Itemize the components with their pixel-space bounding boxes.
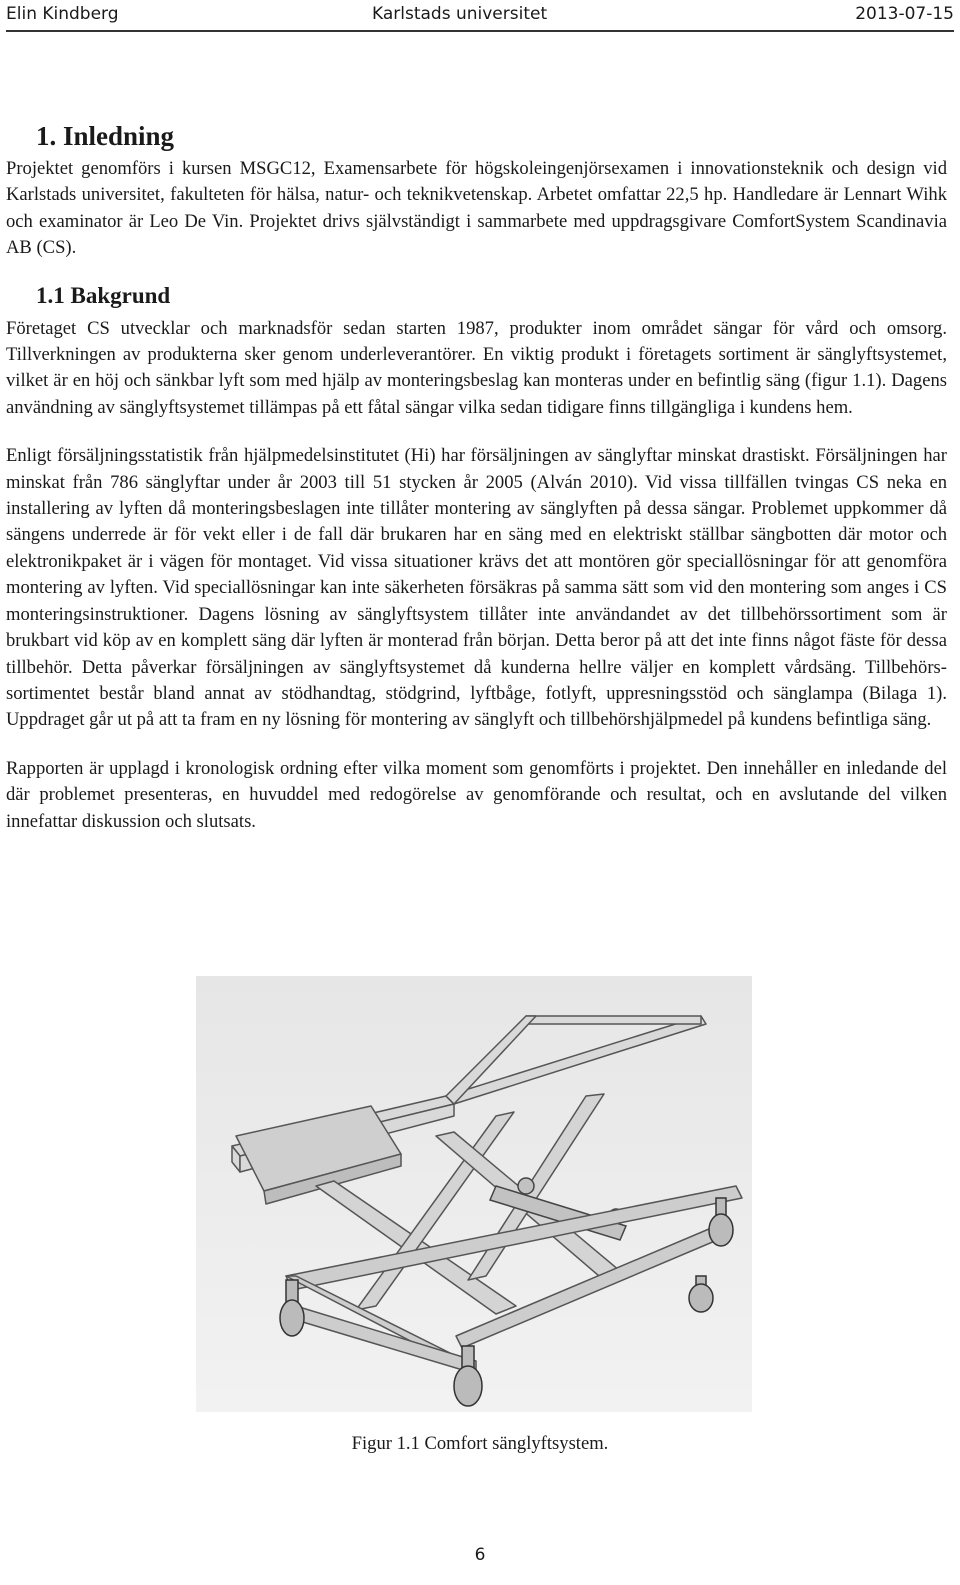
bed-lift-illustration xyxy=(196,976,752,1412)
bakgrund-paragraph-3: Rapporten är upplagd i kronologisk ordning efter vilka moment som genomförts i projektet. Den innehåller en inledande del där problemet presenteras, en huvuddel med redogörelse av genomförande och resultat, och en avslutande del vilken innefattar diskussion och slutsats. xyxy=(6,757,947,832)
section-heading-inledning: 1. Inledning xyxy=(36,121,175,151)
page-header xyxy=(0,0,960,30)
header-date: 2013-07-15 xyxy=(855,4,954,24)
header-divider xyxy=(6,30,954,32)
bed-lift-figure xyxy=(196,976,752,1412)
bakgrund-paragraph-2: Enligt försäljningsstatistik från hjälpmedelsinstitutet (Hi) har försäljningen av sänglyftar minskat drastiskt. Försäljningen har minskat från 786 sänglyftar under år 2003 till 51 stycken år 2005 (Alván 2010). Vid vissa tillfällen tvingas CS neka en installering av lyften då monteringsbeslagen inte tillåter montering av sänglyften på dessa sängar. Problemet uppkommer då sängens underrede är för vekt eller i de fall där brukaren har en säng med en elektriskt ställbar sängbotten där motor och elektronikpaket är i vägen för montaget. Vid vissa situationer krävs det att montören gör speciallösningar för att genomföra montering av lyften. Vid speciallösningar kan inte säkerheten försäkras på samma sätt som vid den montering som anges i CS monteringsinstruktioner. Dagens lösning av sänglyftsystem tillåter inte användandet av det tillbehörssortiment som är brukbart vid köp av en komplett säng där lyften är monterad från början. Detta beror på att det inte finns något fäste för dessa tillbehör. Detta påverkar försäljningen av sänglyftsystemet då kunderna hellre väljer en komplett vårdsäng. Tillbehörssortimentet består bland annat av stödhandtag, stödgrind, lyftbåge, fotlyft, uppresningsstöd och sänglampa (Bilaga 1). Uppdraget går ut på att ta fram en ny lösning för montering av sänglyft och tillbehörshjälpmedel på kundens befintliga säng. xyxy=(6,445,947,731)
page-number: 6 xyxy=(474,1545,486,1565)
document-body xyxy=(6,118,947,835)
intro-paragraph: Projektet genomförs i kursen MSGC12, Examensarbete för högskoleingenjörsexamen i innovationsteknik och design vid Karlstads universitet, fakulteten för hälsa, natur- och teknikvetenskap. Arbetet omfattar 22,5 hp. Handledare är Lennart Wihk och examinator är Leo De Vin. Projektet drivs självständigt i sammarbete med uppdragsgivare ComfortSystem Scandinavia AB (CS). xyxy=(6,158,947,259)
section-heading-bakgrund: 1.1 Bakgrund xyxy=(36,282,171,308)
bakgrund-paragraph-1: Företaget CS utvecklar och marknadsför sedan starten 1987, produkter inom området sängar för vård och omsorg. Tillverkningen av produkterna sker genom underleverantörer. En viktig produkt i företagets sortiment är sänglyftsystemet, vilket är en höj och sänkbar lyft som med hjälp av monteringsbeslag kan monteras under en befintlig säng (figur 1.1). Dagens användning av sänglyftsystemet tillämpas på ett fåtal sängar vilka sedan tidigare finns tillgängliga i kundens hem. xyxy=(6,317,947,418)
figure-caption: Figur 1.1 Comfort sänglyftsystem. xyxy=(351,1433,609,1454)
header-university: Karlstads universitet xyxy=(372,4,548,24)
header-author: Elin Kindberg xyxy=(6,4,119,24)
